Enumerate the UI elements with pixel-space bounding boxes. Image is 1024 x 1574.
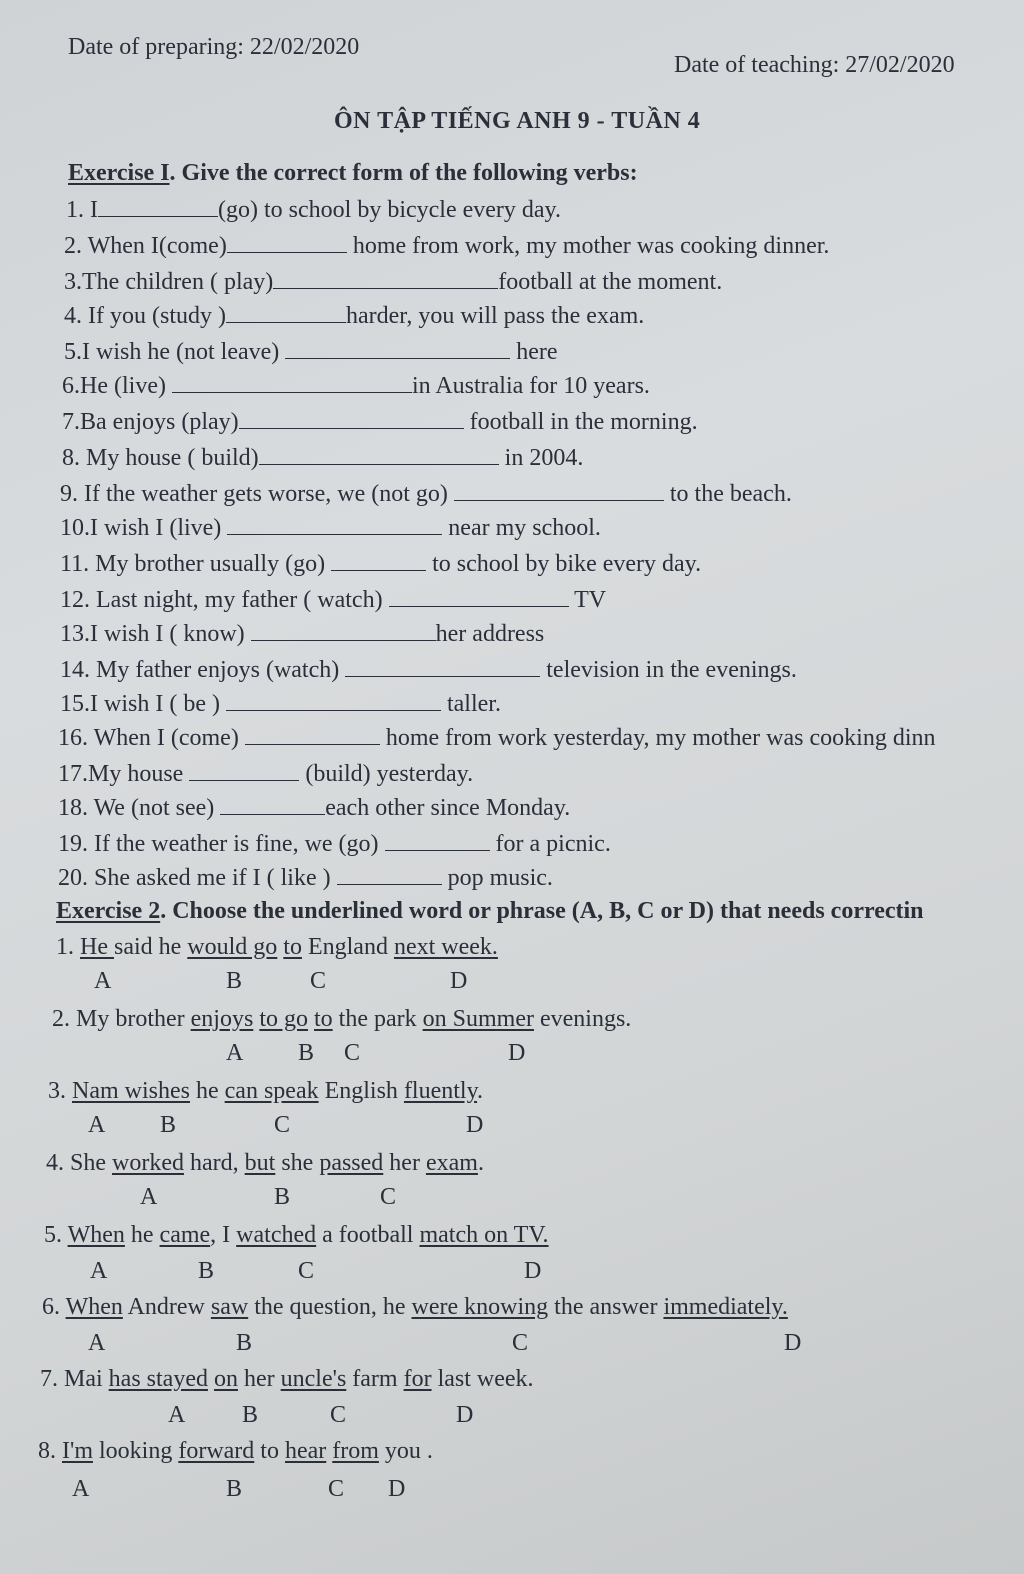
item-prompt: 15.I wish I ( be ) — [60, 691, 226, 717]
exercise1-item — [64, 268, 722, 296]
answer-blank[interactable] — [226, 302, 346, 323]
exercise1-item — [64, 302, 644, 330]
sentence-text: last week. — [431, 1366, 534, 1392]
sentence-text: farm — [346, 1366, 404, 1392]
exercise1-item — [58, 794, 570, 822]
exercise2-sentence — [52, 1006, 631, 1033]
underlined-option[interactable]: can speak — [224, 1078, 319, 1104]
exercise1-item — [62, 444, 583, 472]
option-letter[interactable]: B — [226, 968, 243, 994]
underlined-option[interactable]: passed — [319, 1150, 384, 1176]
underlined-option[interactable]: hear — [284, 1438, 327, 1464]
sentence-text: said he — [113, 934, 188, 960]
exercise1-item — [58, 724, 935, 752]
exercise1-item — [58, 760, 473, 788]
date-preparing: Date of preparing: 22/02/2020 — [68, 34, 360, 60]
option-letter[interactable]: C — [328, 1476, 345, 1502]
underlined-option[interactable]: worked — [112, 1150, 184, 1176]
exercise1-item — [60, 656, 797, 684]
exercise1-heading — [68, 160, 638, 187]
item-prompt: 16. When I (come) — [58, 725, 245, 751]
item-prompt: 19. If the weather is fine, we (go) — [58, 831, 385, 857]
item-continuation: to the beach. — [663, 481, 792, 507]
option-letter[interactable]: D — [508, 1040, 526, 1066]
item-continuation: her address — [435, 621, 545, 647]
item-prompt: 1. I — [66, 197, 98, 223]
exercise1-item — [60, 550, 701, 578]
exercise2-sentence — [44, 1222, 549, 1249]
underlined-option[interactable]: immediately. — [663, 1294, 788, 1320]
sentence-text: he — [189, 1078, 225, 1104]
sentence-text: looking — [92, 1438, 179, 1464]
exercise1-item — [58, 864, 553, 892]
option-letter[interactable]: A — [94, 968, 112, 994]
option-letter[interactable]: C — [380, 1184, 397, 1210]
answer-blank[interactable] — [454, 480, 664, 501]
underlined-option[interactable]: next week. — [393, 934, 498, 960]
sentence-text: 4. She — [46, 1150, 112, 1176]
underlined-option[interactable]: to — [283, 934, 302, 960]
option-letter[interactable]: B — [274, 1184, 291, 1210]
exercise1-label: Exercise I — [68, 160, 170, 186]
exercise1-item — [60, 480, 792, 508]
item-continuation: for a picnic. — [489, 831, 611, 857]
item-continuation: home from work yesterday, my mother was cooking dinn — [379, 725, 936, 751]
item-continuation: football at the moment. — [498, 269, 723, 295]
underlined-option[interactable]: to go — [259, 1006, 308, 1032]
option-letter[interactable]: D — [456, 1402, 474, 1428]
underlined-option[interactable]: on — [213, 1366, 238, 1392]
answer-blank[interactable] — [172, 372, 412, 393]
sentence-text: , I — [210, 1222, 237, 1248]
item-prompt: 11. My brother usually (go) — [60, 551, 332, 577]
option-letter[interactable]: B — [298, 1040, 315, 1066]
answer-blank[interactable] — [227, 232, 347, 253]
underlined-option[interactable]: forward — [178, 1438, 255, 1464]
answer-blank[interactable] — [389, 586, 569, 607]
sentence-text: the answer — [548, 1294, 664, 1320]
sentence-text: you . — [378, 1438, 433, 1464]
exercise1-item — [64, 338, 558, 366]
option-letter[interactable]: A — [90, 1258, 108, 1284]
option-letter[interactable]: D — [466, 1112, 484, 1138]
answer-blank[interactable] — [245, 724, 380, 745]
sentence-text: 2. My brother — [52, 1006, 191, 1032]
item-prompt: 14. My father enjoys (watch) — [60, 657, 346, 683]
item-continuation: harder, you will pass the exam. — [345, 303, 645, 329]
option-letter[interactable]: A — [168, 1402, 186, 1428]
item-prompt: 6.He (live) — [62, 373, 172, 399]
sentence-text: hard, — [183, 1150, 245, 1176]
item-continuation: TV — [568, 587, 607, 613]
option-letter[interactable]: C — [310, 968, 327, 994]
exercise2-instruction: . Choose the underlined word or phrase (A, B, C or D) that needs correctin — [160, 898, 924, 924]
underlined-option[interactable]: were knowing — [411, 1294, 549, 1320]
option-letter[interactable]: D — [388, 1476, 406, 1502]
item-continuation: each other since Monday. — [325, 795, 571, 821]
item-prompt: 4. If you (study ) — [64, 303, 226, 329]
option-letter[interactable]: B — [160, 1112, 177, 1138]
sentence-text: English — [318, 1078, 404, 1104]
answer-blank[interactable] — [227, 514, 442, 535]
sentence-text: he — [124, 1222, 160, 1248]
sentence-text: . — [477, 1078, 484, 1104]
exercise1-item — [60, 586, 606, 614]
underlined-option[interactable]: has stayed — [108, 1366, 208, 1392]
sentence-text: 5. — [44, 1222, 68, 1248]
sentence-text: to — [254, 1438, 285, 1464]
exercise1-instruction: . Give the correct form of the following verbs: — [169, 160, 638, 186]
item-continuation: near my school. — [442, 515, 601, 541]
exercise1-item — [58, 830, 611, 858]
item-continuation: football in the morning. — [463, 409, 698, 435]
item-prompt: 9. If the weather gets worse, we (not go) — [60, 481, 454, 507]
exercise1-item — [60, 620, 544, 648]
sentence-text: her — [237, 1366, 281, 1392]
item-continuation: home from work, my mother was cooking dinner. — [346, 233, 830, 259]
answer-blank[interactable] — [345, 656, 540, 677]
item-prompt: 2. When I(come) — [64, 233, 227, 259]
sentence-text: she — [275, 1150, 320, 1176]
option-letter[interactable]: B — [242, 1402, 259, 1428]
sentence-text: 6. — [42, 1294, 66, 1320]
item-prompt: 8. My house ( build) — [62, 445, 259, 471]
item-continuation: (build) yesterday. — [299, 761, 474, 787]
underlined-option[interactable]: I'm — [62, 1438, 93, 1464]
sentence-text: her — [383, 1150, 426, 1176]
page-title: ÔN TẬP TIẾNG ANH 9 - TUẦN 4 — [334, 108, 701, 134]
underlined-option[interactable]: came — [159, 1222, 211, 1248]
underlined-option[interactable]: saw — [210, 1294, 249, 1320]
sentence-text: evenings. — [533, 1006, 632, 1032]
answer-blank[interactable] — [189, 760, 299, 781]
sentence-text: the question, he — [248, 1294, 412, 1320]
sentence-text: a football — [316, 1222, 420, 1248]
underlined-option[interactable]: fluently — [403, 1078, 478, 1104]
option-letter[interactable]: C — [512, 1330, 529, 1356]
underlined-option[interactable]: When — [65, 1294, 123, 1320]
underlined-option[interactable]: Nam wishes — [72, 1078, 190, 1104]
option-letter[interactable]: C — [274, 1112, 291, 1138]
option-letter[interactable]: D — [450, 968, 468, 994]
exercise1-item — [60, 514, 601, 542]
item-continuation: to school by bike every day. — [426, 551, 702, 577]
item-prompt: 20. She asked me if I ( like ) — [58, 865, 337, 891]
underlined-option[interactable]: on Summer — [422, 1006, 534, 1032]
answer-blank[interactable] — [331, 550, 426, 571]
option-letter[interactable]: B — [198, 1258, 215, 1284]
option-letter[interactable]: B — [226, 1476, 243, 1502]
exercise1-item — [62, 408, 698, 436]
date-teaching: Date of teaching: 27/02/2020 — [674, 52, 955, 78]
item-prompt: 17.My house — [58, 761, 190, 787]
answer-blank[interactable] — [285, 338, 510, 359]
exercise1-item — [64, 232, 829, 260]
item-continuation: in 2004. — [498, 445, 584, 471]
item-continuation: television in the evenings. — [540, 657, 797, 683]
sentence-text: Andrew — [122, 1294, 211, 1320]
underlined-option[interactable]: match on TV. — [419, 1222, 549, 1248]
option-letter[interactable]: D — [524, 1258, 542, 1284]
exercise2-sentence — [48, 1078, 483, 1105]
item-prompt: 13.I wish I ( know) — [60, 621, 251, 647]
underlined-option[interactable]: uncle's — [280, 1366, 347, 1392]
exercise1-item — [62, 372, 650, 400]
exercise2-heading — [56, 898, 924, 925]
underlined-option[interactable]: for — [403, 1366, 432, 1392]
item-continuation: (go) to school by bicycle every day. — [218, 197, 561, 223]
item-continuation: here — [510, 339, 558, 365]
sentence-text: 1. — [56, 934, 80, 960]
item-prompt: 12. Last night, my father ( watch) — [60, 587, 389, 613]
underlined-option[interactable]: but — [244, 1150, 276, 1176]
option-letter[interactable]: A — [88, 1330, 106, 1356]
answer-blank[interactable] — [220, 794, 325, 815]
answer-blank[interactable] — [273, 268, 498, 289]
option-letter[interactable]: C — [344, 1040, 361, 1066]
exercise1-item — [60, 690, 501, 718]
underlined-option[interactable]: exam — [425, 1150, 478, 1176]
option-letter[interactable]: D — [784, 1330, 802, 1356]
option-letter[interactable]: C — [330, 1402, 347, 1428]
item-prompt: 3.The children ( play) — [64, 269, 274, 295]
item-continuation: in Australia for 10 years. — [411, 373, 650, 399]
sentence-text: the park — [332, 1006, 423, 1032]
sentence-text: 3. — [48, 1078, 72, 1104]
exercise2-sentence — [40, 1366, 534, 1393]
option-letter[interactable]: A — [88, 1112, 106, 1138]
sentence-text: 8. — [38, 1438, 62, 1464]
item-continuation: pop music. — [441, 865, 553, 891]
underlined-option[interactable]: He — [80, 934, 114, 960]
item-prompt: 7.Ba enjoys (play) — [62, 409, 239, 435]
sentence-text: . — [477, 1150, 484, 1176]
exercise2-sentence — [56, 934, 498, 961]
exercise2-sentence — [42, 1294, 788, 1321]
answer-blank[interactable] — [239, 408, 464, 429]
exercise2-sentence — [46, 1150, 484, 1177]
answer-blank[interactable] — [226, 690, 441, 711]
option-letter[interactable]: A — [72, 1476, 90, 1502]
sentence-text: England — [301, 934, 394, 960]
option-letter[interactable]: B — [236, 1330, 253, 1356]
exercise1-item — [66, 196, 561, 224]
item-prompt: 10.I wish I (live) — [60, 515, 228, 541]
option-letter[interactable]: A — [140, 1184, 158, 1210]
sentence-text: 7. Mai — [40, 1366, 109, 1392]
answer-blank[interactable] — [337, 864, 442, 885]
item-continuation: taller. — [440, 691, 501, 717]
underlined-option[interactable]: would go — [187, 934, 278, 960]
underlined-option[interactable]: enjoys — [190, 1006, 254, 1032]
item-prompt: 18. We (not see) — [58, 795, 221, 821]
item-prompt: 5.I wish he (not leave) — [64, 339, 286, 365]
exercise2-label: Exercise 2 — [56, 898, 161, 924]
answer-blank[interactable] — [251, 620, 436, 641]
underlined-option[interactable]: When — [67, 1222, 125, 1248]
exercise2-sentence — [38, 1438, 433, 1465]
underlined-option[interactable]: to — [314, 1006, 333, 1032]
answer-blank[interactable] — [98, 196, 218, 217]
answer-blank[interactable] — [259, 444, 499, 465]
answer-blank[interactable] — [385, 830, 490, 851]
option-letter[interactable]: C — [298, 1258, 315, 1284]
underlined-option[interactable]: from — [332, 1438, 379, 1464]
option-letter[interactable]: A — [226, 1040, 244, 1066]
underlined-option[interactable]: watched — [236, 1222, 317, 1248]
